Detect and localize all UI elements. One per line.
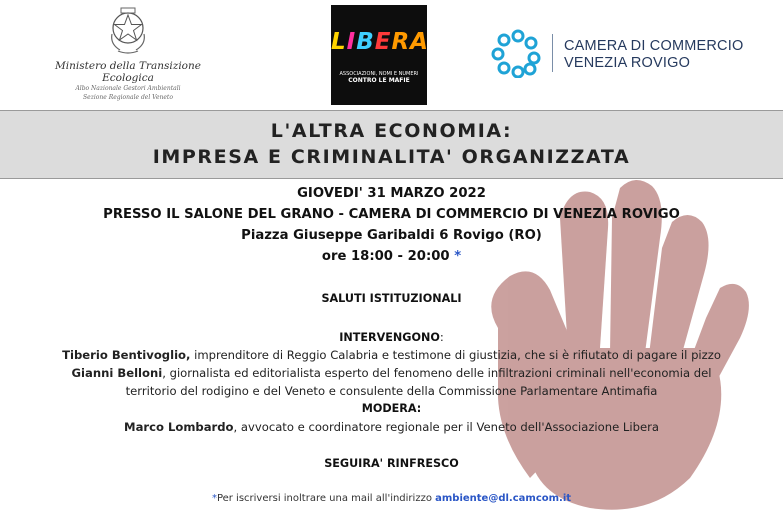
title-line-2: IMPRESA E CRIMINALITA' ORGANIZZATA <box>152 146 631 168</box>
title-line-1: L'ALTRA ECONOMIA: <box>270 120 513 142</box>
moderator <box>0 420 783 434</box>
event-time-star: * <box>454 249 462 264</box>
footer-note <box>0 493 783 504</box>
event-time-line <box>0 249 783 264</box>
libera-logo <box>331 5 427 105</box>
footer-text: Per iscriversi inoltrare una mail all'indirizzo <box>216 493 436 504</box>
event-venue: PRESSO IL SALONE DEL GRANO - CAMERA DI COMMERCIO DI VENEZIA ROVIGO <box>103 207 680 222</box>
ministero-logo <box>28 4 228 102</box>
camera-divider <box>552 34 553 72</box>
seguira-rinfresco: SEGUIRA' RINFRESCO <box>324 457 459 470</box>
libera-letter: L <box>331 29 347 55</box>
speaker-1-name: Tiberio Bentivoglio, <box>62 348 191 362</box>
ministero-subtitle-1: Albo Nazionale Gestori Ambientali <box>75 85 181 92</box>
libera-letter: E <box>374 29 392 55</box>
footer-email-link[interactable]: ambiente@dl.camcom.it <box>435 493 572 504</box>
camera-commercio-name <box>564 38 743 72</box>
speaker-2-name: Gianni Belloni <box>71 366 163 380</box>
camera-commercio-logo <box>488 28 768 78</box>
libera-tagline: CONTRO LE MAFIE <box>348 77 410 84</box>
libera-letter: I <box>346 29 357 55</box>
header <box>0 0 783 110</box>
camera-name-line2: VENEZIA ROVIGO <box>564 55 691 71</box>
speaker-1 <box>0 348 783 362</box>
italian-emblem-icon <box>106 4 150 56</box>
libera-letter: RA <box>391 29 429 55</box>
speaker-2-desc-cont: territorio del rodigino e del Veneto e consulente della Commissione Parlamentare Antimafia <box>125 384 658 398</box>
ministero-name: Ministero della Transizione Ecologica <box>55 60 201 84</box>
camera-commercio-icon <box>488 28 544 78</box>
moderator-desc: , avvocato e coordinatore regionale per il Veneto dell'Associazione Libera <box>233 420 659 434</box>
speaker-1-desc: imprenditore di Reggio Calabria e testimone di giustizia, che si è rifiutato di pagare il pizzo <box>190 348 721 362</box>
intervengono-colon: : <box>439 330 444 344</box>
event-address: Piazza Giuseppe Garibaldi 6 Rovigo (RO) <box>241 228 542 243</box>
intervengono-label: INTERVENGONO <box>339 331 440 344</box>
speaker-2-desc: , giornalista ed editorialista esperto del fenomeno delle infiltrazioni criminali nell'economia del <box>162 366 712 380</box>
saluti-istituzionali: SALUTI ISTITUZIONALI <box>321 292 462 305</box>
speaker-2 <box>0 366 783 380</box>
title-band <box>0 110 783 179</box>
event-date: GIOVEDI' 31 MARZO 2022 <box>297 186 486 201</box>
libera-tagline-small: ASSOCIAZIONI, NOMI E NUMERI <box>339 71 419 77</box>
footer-star: * <box>211 493 217 504</box>
moderator-name: Marco Lombardo <box>124 420 234 434</box>
ministero-subtitle-2: Sezione Regionale del Veneto <box>83 94 173 101</box>
libera-letter: B <box>356 29 375 55</box>
camera-name-line1: CAMERA DI COMMERCIO <box>564 38 744 54</box>
libera-wordmark <box>331 29 427 55</box>
event-time: ore 18:00 - 20:00 <box>321 249 450 264</box>
modera-label: MODERA: <box>361 402 422 415</box>
intervengono-line <box>0 330 783 344</box>
